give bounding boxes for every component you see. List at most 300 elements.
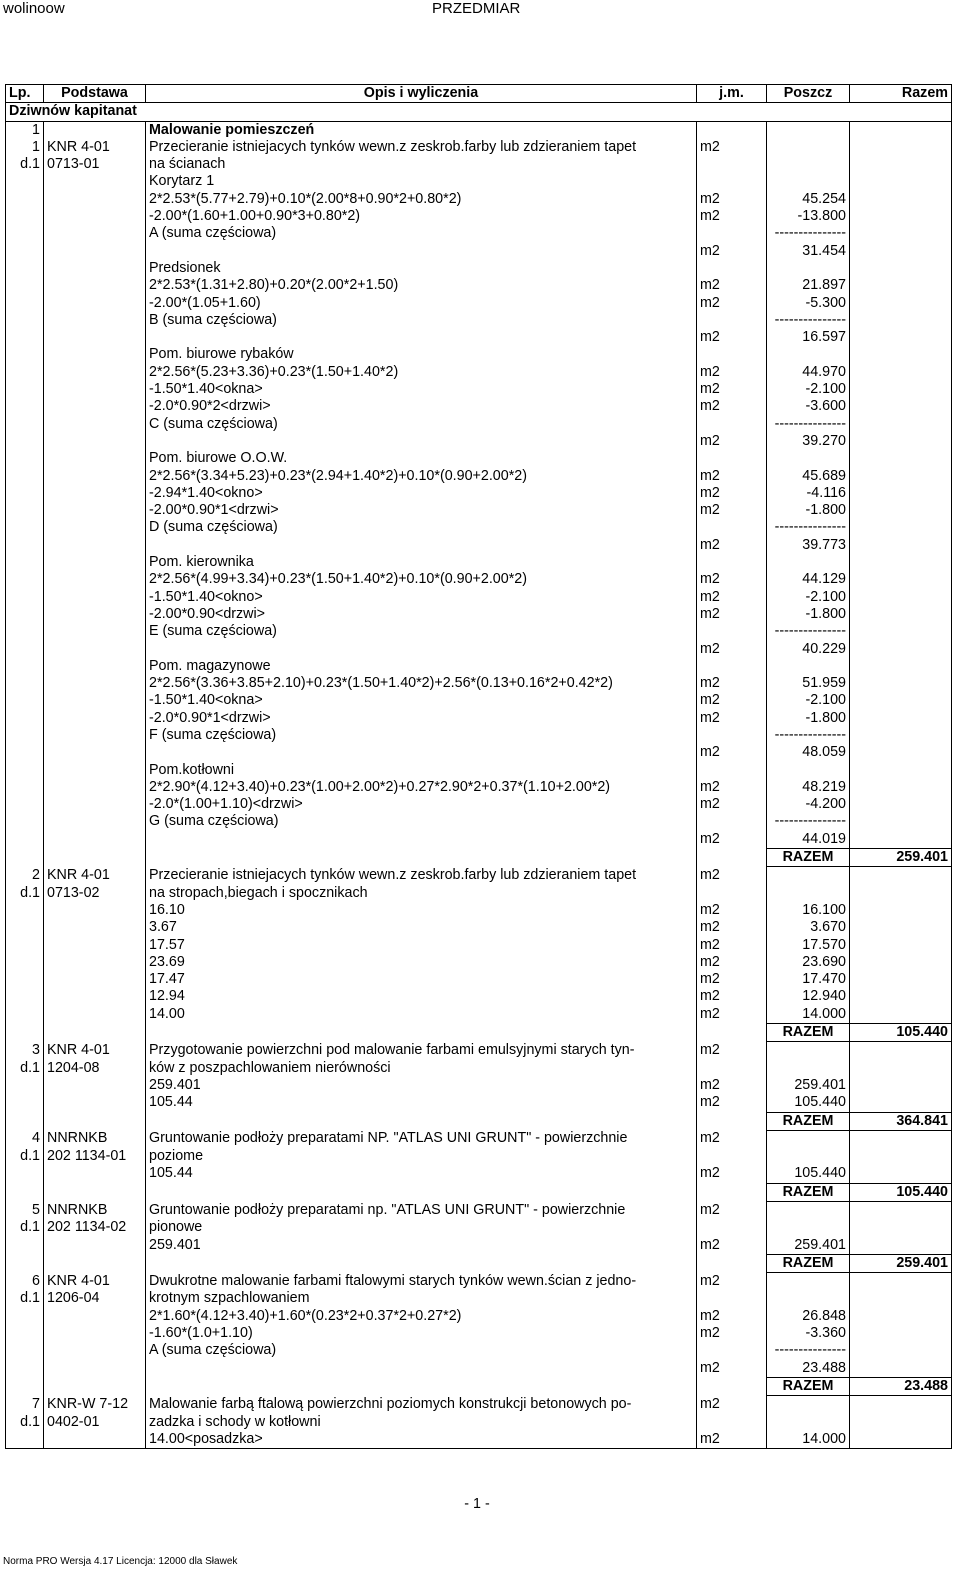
opis-cell: 12.94 (146, 988, 697, 1005)
podstawa-cell (44, 1237, 146, 1255)
opis-cell: Przecieranie istniejacych tynków wewn.z zeskrob.farby lub zdzieraniem tapet (146, 139, 697, 156)
jm-cell (697, 225, 767, 242)
table-row (6, 658, 952, 675)
podstawa-cell (44, 675, 146, 692)
jm-cell: m2 (697, 1077, 767, 1094)
lp-cell (6, 727, 44, 744)
razem-cell (850, 762, 952, 779)
col-podstawa-header: Podstawa (44, 85, 146, 103)
poszcz-cell: 44.129 (767, 571, 850, 588)
jm-cell: m2 (697, 1396, 767, 1414)
jm-cell: m2 (697, 589, 767, 606)
jm-cell (697, 1024, 767, 1042)
poszcz-cell: RAZEM (767, 1112, 850, 1130)
jm-cell (697, 1377, 767, 1395)
opis-cell: pionowe (146, 1219, 697, 1236)
opis-cell: -1.60*(1.0+1.10) (146, 1325, 697, 1342)
lp-cell (6, 658, 44, 675)
poszcz-cell: -4.116 (767, 485, 850, 502)
razem-cell (850, 988, 952, 1005)
razem-cell (850, 919, 952, 936)
podstawa-cell (44, 849, 146, 867)
podstawa-cell (44, 1112, 146, 1130)
document-title: Dziwnów kapitanat (6, 103, 952, 121)
poszcz-cell: 39.270 (767, 433, 850, 450)
table-row (6, 1042, 952, 1060)
lp-cell (6, 519, 44, 536)
podstawa-cell: 202 1134-01 (44, 1148, 146, 1165)
razem-cell (850, 381, 952, 398)
poszcz-cell: -5.300 (767, 295, 850, 312)
opis-cell: -2.00*(1.60+1.00+0.90*3+0.80*2) (146, 208, 697, 225)
opis-cell: A (suma częściowa) (146, 1342, 697, 1359)
table-row (6, 623, 952, 640)
jm-cell: m2 (697, 1042, 767, 1060)
table-row (6, 381, 952, 398)
poszcz-cell: -4.200 (767, 796, 850, 813)
table-row (6, 885, 952, 902)
lp-cell (6, 1165, 44, 1183)
table-row (6, 502, 952, 519)
poszcz-cell: 48.059 (767, 744, 850, 761)
jm-cell (697, 416, 767, 433)
lp-cell (6, 831, 44, 849)
opis-cell: 2*2.56*(3.34+5.23)+0.23*(2.94+1.40*2)+0.10*(0.90+2.00*2) (146, 468, 697, 485)
table-row (6, 1165, 952, 1183)
razem-cell (850, 589, 952, 606)
razem-cell (850, 623, 952, 640)
razem-cell (850, 346, 952, 363)
poszcz-cell: --------------- (767, 416, 850, 433)
poszcz-cell: RAZEM (767, 1377, 850, 1395)
jm-cell (697, 849, 767, 867)
podstawa-cell (44, 971, 146, 988)
jm-cell (697, 450, 767, 467)
razem-cell (850, 537, 952, 554)
podstawa-cell (44, 346, 146, 363)
podstawa-cell (44, 1377, 146, 1395)
jm-cell: m2 (697, 902, 767, 919)
jm-cell: m2 (697, 139, 767, 156)
lp-cell (6, 675, 44, 692)
lp-cell: d.1 (6, 156, 44, 173)
document-title-row (6, 103, 952, 121)
razem-cell (850, 468, 952, 485)
jm-cell: m2 (697, 243, 767, 260)
jm-cell (697, 173, 767, 190)
razem-cell (850, 658, 952, 675)
table-row (6, 867, 952, 885)
table-row (6, 1006, 952, 1024)
jm-cell: m2 (697, 502, 767, 519)
razem-cell: 105.440 (850, 1183, 952, 1201)
opis-cell: Pom. biurowe rybaków (146, 346, 697, 363)
col-opis-header: Opis i wyliczenia (146, 85, 697, 103)
opis-cell: -1.50*1.40<okno> (146, 589, 697, 606)
opis-cell (146, 744, 697, 761)
footer-license: Norma PRO Wersja 4.17 Licencja: 12000 dla Sławek (3, 1556, 238, 1567)
jm-cell: m2 (697, 1431, 767, 1449)
lp-cell (6, 623, 44, 640)
poszcz-cell: -2.100 (767, 589, 850, 606)
opis-cell: Przygotowanie powierzchni pod malowanie farbami emulsyjnymi starych tyn- (146, 1042, 697, 1060)
table-row (6, 329, 952, 346)
jm-cell (697, 1060, 767, 1077)
jm-cell: m2 (697, 1360, 767, 1378)
poszcz-cell (767, 1042, 850, 1060)
table-row (6, 173, 952, 190)
razem-cell (850, 971, 952, 988)
lp-cell (6, 295, 44, 312)
lp-cell (6, 225, 44, 242)
opis-cell: -2.00*0.90<drzwi> (146, 606, 697, 623)
podstawa-cell (44, 954, 146, 971)
podstawa-cell: 1204-08 (44, 1060, 146, 1077)
header-center: PRZEDMIAR (432, 0, 521, 17)
razem-cell (850, 554, 952, 571)
poszcz-cell: RAZEM (767, 1183, 850, 1201)
table-row (6, 779, 952, 796)
opis-cell: 2*2.56*(4.99+3.34)+0.23*(1.50+1.40*2)+0.10*(0.90+2.00*2) (146, 571, 697, 588)
poszcz-cell: -1.800 (767, 710, 850, 727)
table-row (6, 571, 952, 588)
poszcz-cell (767, 867, 850, 885)
podstawa-cell (44, 779, 146, 796)
jm-cell: m2 (697, 537, 767, 554)
poszcz-cell (767, 762, 850, 779)
jm-cell: m2 (697, 381, 767, 398)
jm-cell: m2 (697, 692, 767, 709)
poszcz-cell (767, 554, 850, 571)
col-jm-header: j.m. (697, 85, 767, 103)
jm-cell: m2 (697, 295, 767, 312)
poszcz-cell: 16.597 (767, 329, 850, 346)
podstawa-cell (44, 277, 146, 294)
table-row (6, 139, 952, 156)
razem-cell (850, 1237, 952, 1255)
podstawa-cell (44, 623, 146, 640)
opis-cell (146, 849, 697, 867)
lp-cell (6, 1431, 44, 1449)
table-row (6, 606, 952, 623)
opis-cell: E (suma częściowa) (146, 623, 697, 640)
poszcz-cell: 31.454 (767, 243, 850, 260)
poszcz-cell: 21.897 (767, 277, 850, 294)
podstawa-cell (44, 243, 146, 260)
razem-cell (850, 139, 952, 156)
poszcz-cell: 3.670 (767, 919, 850, 936)
razem-cell (850, 485, 952, 502)
lp-cell (6, 813, 44, 830)
podstawa-cell (44, 1183, 146, 1201)
lp-cell: 2 (6, 867, 44, 885)
podstawa-cell (44, 1431, 146, 1449)
poszcz-cell (767, 1202, 850, 1220)
razem-cell (850, 1060, 952, 1077)
table-row (6, 641, 952, 658)
razem-cell (850, 1396, 952, 1414)
lp-cell: 6 (6, 1273, 44, 1291)
poszcz-cell: --------------- (767, 623, 850, 640)
razem-cell: 23.488 (850, 1377, 952, 1395)
razem-row (6, 1377, 952, 1395)
jm-cell: m2 (697, 641, 767, 658)
lp-cell (6, 1325, 44, 1342)
opis-cell: na ścianach (146, 156, 697, 173)
lp-cell (6, 1308, 44, 1325)
opis-cell: Przecieranie istniejacych tynków wewn.z zeskrob.farby lub zdzieraniem tapet (146, 867, 697, 885)
podstawa-cell (44, 919, 146, 936)
jm-cell (697, 1414, 767, 1431)
opis-cell: F (suma częściowa) (146, 727, 697, 744)
poszcz-cell: 51.959 (767, 675, 850, 692)
lp-cell (6, 606, 44, 623)
poszcz-cell: 45.254 (767, 191, 850, 208)
opis-cell (146, 537, 697, 554)
podstawa-cell (44, 1360, 146, 1378)
podstawa-cell (44, 902, 146, 919)
jm-cell: m2 (697, 937, 767, 954)
lp-cell: d.1 (6, 1148, 44, 1165)
razem-cell (850, 1325, 952, 1342)
jm-cell (697, 156, 767, 173)
jm-cell (697, 885, 767, 902)
podstawa-cell (44, 554, 146, 571)
podstawa-cell (44, 398, 146, 415)
jm-cell: m2 (697, 1308, 767, 1325)
opis-cell: 3.67 (146, 919, 697, 936)
podstawa-cell (44, 225, 146, 242)
poszcz-cell: -2.100 (767, 692, 850, 709)
jm-cell (697, 658, 767, 675)
razem-cell (850, 1042, 952, 1060)
lp-cell (6, 971, 44, 988)
poszcz-cell: -3.360 (767, 1325, 850, 1342)
razem-cell (850, 1202, 952, 1220)
razem-row (6, 1024, 952, 1042)
razem-cell (850, 364, 952, 381)
jm-cell: m2 (697, 485, 767, 502)
razem-cell (850, 260, 952, 277)
table-row (6, 1308, 952, 1325)
lp-cell (6, 902, 44, 919)
podstawa-cell (44, 468, 146, 485)
podstawa-cell (44, 450, 146, 467)
table-row (6, 1290, 952, 1307)
opis-cell (146, 641, 697, 658)
opis-cell: 259.401 (146, 1077, 697, 1094)
lp-cell (6, 312, 44, 329)
table-row (6, 398, 952, 415)
opis-cell (146, 1360, 697, 1378)
table-row (6, 1094, 952, 1112)
poszcz-cell (767, 1396, 850, 1414)
lp-cell: 3 (6, 1042, 44, 1060)
razem-cell (850, 954, 952, 971)
razem-cell: 364.841 (850, 1112, 952, 1130)
opis-cell: Gruntowanie podłoży preparatami NP. "ATLAS UNI GRUNT" - powierzchnie (146, 1130, 697, 1148)
razem-cell (850, 710, 952, 727)
razem-cell (850, 416, 952, 433)
lp-cell (6, 641, 44, 658)
opis-cell: 259.401 (146, 1237, 697, 1255)
razem-cell (850, 1130, 952, 1148)
opis-cell: Malowanie farbą ftalową powierzchni poziomych konstrukcji betonowych po- (146, 1396, 697, 1414)
podstawa-cell (44, 831, 146, 849)
poszcz-cell: --------------- (767, 813, 850, 830)
poszcz-cell: 14.000 (767, 1006, 850, 1024)
razem-cell (850, 1148, 952, 1165)
opis-cell: -2.0*(1.00+1.10)<drzwi> (146, 796, 697, 813)
jm-cell: m2 (697, 1165, 767, 1183)
podstawa-cell (44, 796, 146, 813)
lp-cell (6, 433, 44, 450)
podstawa-cell (44, 727, 146, 744)
table-row (6, 744, 952, 761)
table-row (6, 727, 952, 744)
jm-cell: m2 (697, 606, 767, 623)
lp-cell: d.1 (6, 885, 44, 902)
poszcz-cell: --------------- (767, 1342, 850, 1359)
podstawa-cell (44, 260, 146, 277)
jm-cell: m2 (697, 710, 767, 727)
poszcz-cell (767, 1060, 850, 1077)
lp-cell (6, 849, 44, 867)
poszcz-cell (767, 1414, 850, 1431)
opis-cell: Pom. kierownika (146, 554, 697, 571)
razem-cell (850, 208, 952, 225)
table-row (6, 312, 952, 329)
section-name: Malowanie pomieszczeń (146, 121, 697, 139)
poszcz-cell: 259.401 (767, 1237, 850, 1255)
lp-cell (6, 571, 44, 588)
razem-cell (850, 1308, 952, 1325)
jm-cell: m2 (697, 571, 767, 588)
razem-cell (850, 398, 952, 415)
podstawa-cell: 202 1134-02 (44, 1219, 146, 1236)
table-row (6, 1396, 952, 1414)
jm-cell: m2 (697, 1202, 767, 1220)
podstawa-cell (44, 1254, 146, 1272)
podstawa-cell (44, 606, 146, 623)
podstawa-cell (44, 502, 146, 519)
lp-cell (6, 796, 44, 813)
lp-cell (6, 554, 44, 571)
poszcz-cell: 44.019 (767, 831, 850, 849)
opis-cell: 2*2.56*(5.23+3.36)+0.23*(1.50+1.40*2) (146, 364, 697, 381)
opis-cell: 17.57 (146, 937, 697, 954)
podstawa-cell: KNR 4-01 (44, 1042, 146, 1060)
lp-cell: 7 (6, 1396, 44, 1414)
opis-cell: Pom.kotłowni (146, 762, 697, 779)
jm-cell: m2 (697, 744, 767, 761)
lp-cell (6, 1094, 44, 1112)
table-row (6, 589, 952, 606)
table-header-row (6, 85, 952, 103)
podstawa-cell: NNRNKB (44, 1130, 146, 1148)
opis-cell: Dwukrotne malowanie farbami ftalowymi starych tynków wewn.ścian z jedno- (146, 1273, 697, 1291)
podstawa-cell (44, 1165, 146, 1183)
podstawa-cell (44, 744, 146, 761)
poszcz-cell: -13.800 (767, 208, 850, 225)
poszcz-cell: 105.440 (767, 1165, 850, 1183)
podstawa-cell (44, 433, 146, 450)
lp-cell (6, 744, 44, 761)
table-row (6, 1360, 952, 1378)
poszcz-cell: 17.570 (767, 937, 850, 954)
table-row (6, 450, 952, 467)
jm-cell (697, 260, 767, 277)
poszcz-cell: --------------- (767, 225, 850, 242)
razem-cell (850, 779, 952, 796)
jm-cell (697, 554, 767, 571)
table-row (6, 1273, 952, 1291)
opis-cell: ków z poszpachlowaniem nierówności (146, 1060, 697, 1077)
poszcz-cell: RAZEM (767, 849, 850, 867)
lp-cell: d.1 (6, 1060, 44, 1077)
podstawa-cell: KNR-W 7-12 (44, 1396, 146, 1414)
lp-cell (6, 1183, 44, 1201)
table-row (6, 762, 952, 779)
opis-cell: na stropach,biegach i spocznikach (146, 885, 697, 902)
razem-row (6, 1183, 952, 1201)
table-row (6, 208, 952, 225)
col-razem-header: Razem (850, 85, 952, 103)
table-row (6, 937, 952, 954)
poszcz-cell (767, 1130, 850, 1148)
lp-cell (6, 468, 44, 485)
razem-cell (850, 1273, 952, 1291)
table-row (6, 1130, 952, 1148)
opis-cell (146, 329, 697, 346)
lp-cell (6, 937, 44, 954)
lp-cell (6, 1006, 44, 1024)
poszcz-cell: --------------- (767, 312, 850, 329)
opis-cell (146, 1254, 697, 1272)
razem-cell (850, 173, 952, 190)
opis-cell: 105.44 (146, 1165, 697, 1183)
table-row (6, 1077, 952, 1094)
lp-cell (6, 1254, 44, 1272)
poszcz-cell: --------------- (767, 519, 850, 536)
opis-cell: Predsionek (146, 260, 697, 277)
jm-cell: m2 (697, 329, 767, 346)
poszcz-cell (767, 658, 850, 675)
opis-cell: Korytarz 1 (146, 173, 697, 190)
lp-cell (6, 779, 44, 796)
jm-cell: m2 (697, 831, 767, 849)
jm-cell (697, 1112, 767, 1130)
razem-cell (850, 831, 952, 849)
podstawa-cell (44, 988, 146, 1005)
opis-cell: 2*2.90*(4.12+3.40)+0.23*(1.00+2.00*2)+0.27*2.90*2+0.37*(1.10+2.00*2) (146, 779, 697, 796)
podstawa-cell (44, 937, 146, 954)
podstawa-cell (44, 1094, 146, 1112)
podstawa-cell: NNRNKB (44, 1202, 146, 1220)
poszcz-cell (767, 1273, 850, 1291)
podstawa-cell: KNR 4-01 (44, 1273, 146, 1291)
lp-cell (6, 191, 44, 208)
podstawa-cell (44, 1006, 146, 1024)
poszcz-cell: 16.100 (767, 902, 850, 919)
razem-cell (850, 937, 952, 954)
lp-cell (6, 919, 44, 936)
table-row (6, 1148, 952, 1165)
razem-cell (850, 295, 952, 312)
table-row (6, 1237, 952, 1255)
lp-cell (6, 450, 44, 467)
lp-cell (6, 537, 44, 554)
